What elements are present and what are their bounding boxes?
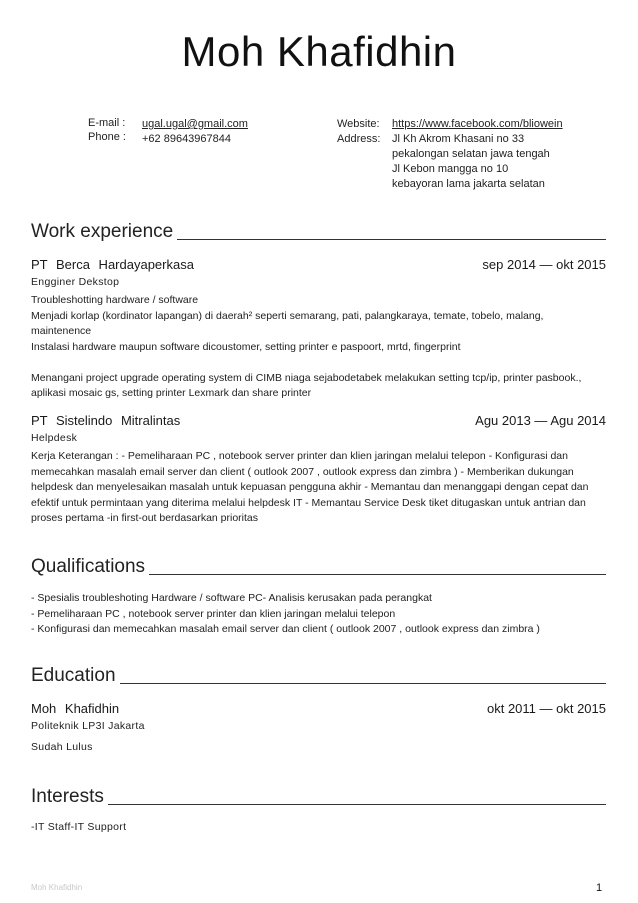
job-description-line — [31, 355, 606, 371]
job-dates: Agu 2013 — Agu 2014 — [475, 413, 606, 428]
job-description-line: Menjadi korlap (kordinator lapangan) di daerah² seperti semarang, pati, palangkaraya, temate, tobelo, malang, — [31, 309, 544, 322]
job-description-line: helpdesk dan menyelesaikan masalah untuk kepuasan pengguna akhir - Memantau dan menanggapi dengan cepat dan — [31, 481, 589, 493]
education-name: Moh Khafidhin — [31, 701, 120, 716]
email-link[interactable]: ugal.ugal@gmail.com — [142, 118, 248, 130]
section-education — [31, 665, 606, 687]
education-status: Sudah Lulus — [31, 741, 93, 753]
job-header — [31, 257, 606, 272]
address-line: kebayoran lama jakarta selatan — [392, 178, 545, 190]
education-dates: okt 2011 — okt 2015 — [486, 701, 606, 716]
qualification-item: - Konfigurasi dan memecahkan masalah email server dan client ( outlook 2007 , outlook express dan zimbra ) — [31, 623, 540, 635]
section-title: Work experience — [31, 221, 174, 242]
section-divider — [108, 804, 606, 805]
job-description-line: efektif untuk permintaan yang diterima melalui helpdesk IT - Memantau Service Desk tiket ditugaskan untuk antrian dan — [31, 496, 586, 509]
job-description-line: proses pertama -in first-out berdasarkan prioritas — [31, 512, 259, 524]
section-divider — [120, 683, 606, 684]
qualification-item: - Pemeliharaan PC , notebook server printer dan klien jaringan melalui telepon — [31, 607, 396, 620]
job-description-line: aplikasi mosaic gs, setting printer Lexmark dan share printer — [31, 387, 312, 399]
website-link[interactable]: https://www.facebook.com/bliowein — [392, 118, 563, 130]
job-company: PT Sistelindo Mitralintas — [31, 413, 181, 428]
interests-text: -IT Staff-IT Support — [31, 821, 127, 833]
resume-name: Moh Khafidhin — [181, 28, 457, 75]
section-title: Education — [31, 665, 116, 686]
job-description-line: maintenence — [31, 325, 92, 337]
section-title: Interests — [31, 786, 104, 807]
section-qualifications — [31, 556, 606, 578]
job-description — [31, 449, 606, 527]
job-dates: sep 2014 — okt 2015 — [482, 257, 606, 272]
phone-label: Phone : — [88, 131, 126, 143]
qualification-item: - Spesialis troubleshoting Hardware / software PC- Analisis kerusakan pada perangkat — [31, 592, 432, 604]
job-header — [31, 413, 606, 428]
education-header — [31, 701, 606, 716]
email-label: E-mail : — [88, 117, 126, 129]
address-line: pekalongan selatan jawa tengah — [392, 148, 550, 160]
footer-name: Moh Khafidhin — [31, 883, 83, 892]
job-role: Engginer Dekstop — [31, 276, 120, 288]
section-divider — [149, 574, 606, 575]
job-description — [31, 293, 606, 402]
job-description-line: Menangani project upgrade operating system di CIMB niaga sejabodetabek melakukan setting tcp/ip, printer pasbook., — [31, 371, 582, 384]
section-title: Qualifications — [31, 556, 146, 577]
page-number: 1 — [596, 882, 603, 894]
address-line: Jl Kh Akrom Khasani no 33 — [392, 133, 525, 145]
job-description-line: Troubleshotting hardware / software — [31, 294, 199, 306]
address-label: Address: — [337, 133, 381, 145]
job-description-line: Instalasi hardware maupun software dicoustomer, setting printer e paspoort, mrtd, fingerprint — [31, 340, 461, 353]
address-line: Jl Kebon mangga no 10 — [392, 163, 509, 175]
phone-value: +62 89643967844 — [142, 133, 232, 145]
job-role: Helpdesk — [31, 432, 78, 444]
qualifications-list — [31, 591, 606, 638]
section-divider — [177, 239, 606, 240]
website-label: Website: — [337, 118, 380, 130]
section-interests — [31, 786, 606, 808]
job-description-line: memecahkan masalah email server dan client ( outlook 2007 , outlook express dan zimbra ) - Memberikan dukungan — [31, 465, 574, 478]
job-description-line: Kerja Keterangan : - Pemeliharaan PC , notebook server printer dan klien jaringan melalui telepon - Konfigurasi dan — [31, 450, 568, 462]
education-school: Politeknik LP3I Jakarta — [31, 720, 145, 732]
section-work-experience — [31, 221, 606, 243]
job-company: PT Berca Hardayaperkasa — [31, 257, 194, 272]
